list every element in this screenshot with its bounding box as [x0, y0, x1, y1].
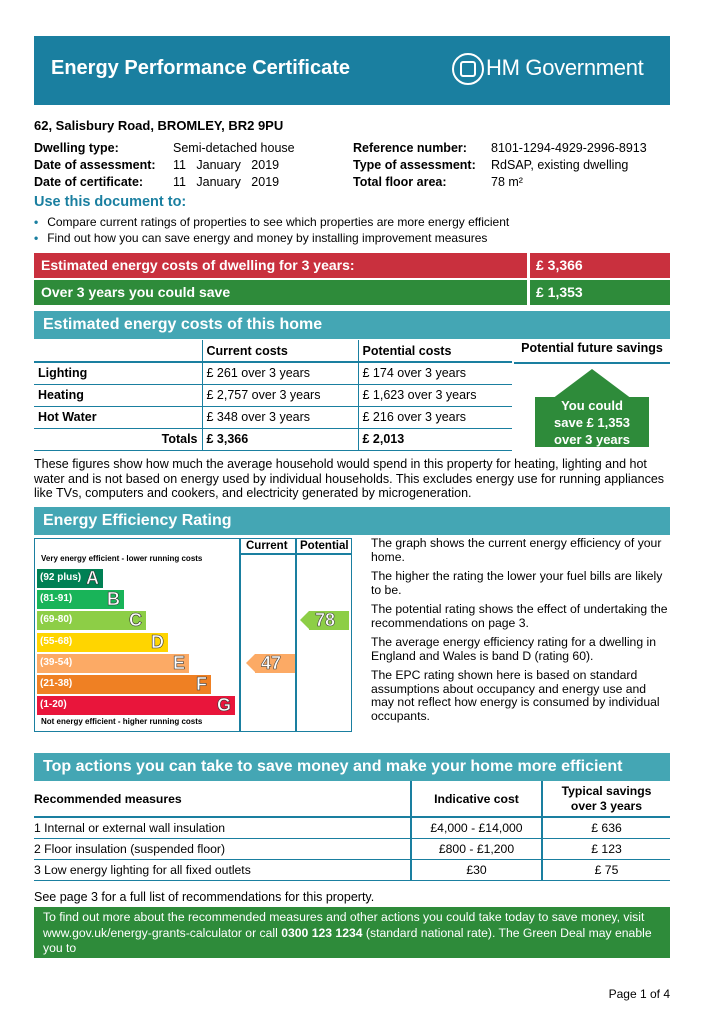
floor-area-label: Total floor area:: [353, 175, 447, 189]
crest-icon: [452, 53, 484, 85]
government-logo-text: HM Government: [486, 55, 644, 80]
table-row: [34, 859, 670, 880]
rating-note: The average energy efficiency rating for a dwelling in England and Wales is band D (rating 60).: [371, 635, 656, 663]
band-range: (1-20): [40, 699, 67, 711]
band-range: (55-68): [40, 635, 73, 647]
savings-header-text: Typical savings over 3 years: [561, 783, 652, 813]
savings-line: save £ 1,353: [554, 415, 630, 430]
table-row: [34, 817, 670, 838]
band-letter: F: [196, 674, 207, 694]
dwelling-type-label: Dwelling type:: [34, 141, 119, 155]
band-range: (21-38): [40, 678, 73, 689]
band-range: (92 plus): [40, 572, 82, 583]
certificate-date-label: Date of certificate:: [34, 175, 144, 189]
savings-line: over 3 years: [554, 432, 630, 447]
table-header-cell: Potential costs: [358, 340, 512, 362]
band-letter: G: [216, 695, 231, 716]
current-rating-marker: [255, 654, 295, 673]
current-cost: £ 261 over 3 years: [202, 362, 358, 384]
measure-name: 2 Floor insulation (suspended floor): [34, 838, 411, 859]
rating-band-g: [37, 696, 235, 715]
assessment-type-label: Type of assessment:: [353, 158, 476, 172]
chart-top-note: Very energy efficient - lower running costs: [41, 554, 203, 563]
summary-cost-label: Estimated energy costs of dwelling for 3 years:: [34, 253, 527, 278]
measure-cost: £800 - £1,200: [411, 838, 542, 859]
potential-cost: £ 216 over 3 years: [358, 406, 512, 428]
measure-saving: £ 123: [542, 838, 670, 859]
assessment-date-value: 11 January 2019: [173, 158, 280, 172]
table-header-cell: Current costs: [202, 340, 358, 362]
current-cost: £ 2,757 over 3 years: [202, 384, 358, 406]
totals-row: [34, 428, 512, 450]
page-title: Energy Performance Certificate: [51, 57, 351, 79]
bullet-item: • Compare current ratings of properties to see which properties are more energy efficient: [34, 215, 510, 229]
table-header-cell: [542, 781, 670, 817]
page-number: Page 1 of 4: [608, 987, 670, 1001]
band-letter: E: [172, 652, 185, 673]
marker-tip: [300, 611, 309, 629]
table-row: [34, 838, 670, 859]
cost-name: Hot Water: [34, 406, 202, 428]
divider: [295, 538, 297, 732]
measure-name: 1 Internal or external wall insulation: [34, 817, 411, 838]
potential-rating-marker: [309, 611, 349, 630]
table-header-cell: [34, 340, 202, 362]
rating-note: The higher the rating the lower your fuel bills are likely to be.: [371, 569, 663, 597]
costs-section-heading: Estimated energy costs of this home: [34, 311, 670, 339]
actions-table: [34, 781, 670, 881]
assessment-type-value: RdSAP, existing dwelling: [491, 158, 629, 172]
summary-cost-row: [34, 253, 670, 278]
band-range: (81-91): [40, 593, 73, 605]
explanation-text: These figures show how much the average household would spend in this property for heating, lighting and hot water and is not based on energy used by individual households. This excludes energy use for running appliances like TVs, computers and cookers, and electricity generated by microgeneration.: [34, 457, 665, 500]
use-document-heading: Use this document to:: [34, 194, 187, 210]
potential-column-header: Potential: [300, 540, 349, 552]
table-header-row: [34, 340, 512, 362]
summary-saving-value: £ 1,353: [530, 280, 670, 305]
potential-cost: £ 174 over 3 years: [358, 362, 512, 384]
current-rating-value: 47: [261, 652, 282, 673]
grants-link[interactable]: www.gov.uk/energy-grants-calculator or call: [43, 925, 282, 940]
potential-cost: £ 1,623 over 3 years: [358, 384, 512, 406]
property-address: 62, Salisbury Road, BROMLEY, BR2 9PU: [34, 118, 284, 133]
table-row: [34, 362, 512, 384]
rating-note: The graph shows the current energy efficiency of your home.: [371, 536, 662, 564]
info-line: make your home warmer and cheaper to run.: [43, 956, 287, 971]
reference-value: 8101-1294-4929-2996-8913: [491, 141, 647, 155]
rating-band-f: [37, 675, 211, 694]
info-line: [43, 926, 670, 957]
costs-table: [34, 340, 512, 451]
cost-name: Lighting: [34, 362, 202, 384]
rating-section-heading: Energy Efficiency Rating: [34, 507, 670, 535]
band-range: (69-80): [40, 614, 73, 626]
summary-saving-label: Over 3 years you could save: [34, 280, 527, 305]
current-cost: £ 348 over 3 years: [202, 406, 358, 428]
table-header-cell: Indicative cost: [411, 781, 542, 817]
rating-note: The EPC rating shown here is based on standard assumptions about occupancy and energy use and may not reflect how energy is consumed by individual occupants.: [371, 668, 660, 723]
summary-cost-value: £ 3,366: [530, 253, 670, 278]
bullet-item: • Find out how you can save energy and money by installing improvement measures: [34, 231, 488, 245]
assessment-date-label: Date of assessment:: [34, 158, 156, 172]
divider: [239, 538, 241, 732]
header-banner: [34, 36, 670, 105]
table-row: [34, 406, 512, 428]
totals-current: £ 3,366: [202, 428, 358, 450]
arrow-up-icon: [552, 369, 632, 399]
actions-section-heading: Top actions you can take to save money and make your home more efficient: [34, 753, 670, 781]
band-letter: A: [86, 568, 99, 588]
rating-band-c: [37, 611, 146, 630]
phone-number[interactable]: 0300 123 1234: [281, 925, 363, 940]
measure-cost: £4,000 - £14,000: [411, 817, 542, 838]
info-text: (standard national rate). The Green Deal may enable you to: [43, 925, 652, 955]
savings-line: You could: [561, 398, 623, 413]
marker-tip: [246, 654, 255, 672]
divider: [514, 362, 670, 364]
cost-name: Heating: [34, 384, 202, 406]
summary-saving-row: [34, 280, 670, 305]
measure-saving: £ 636: [542, 817, 670, 838]
dwelling-type-value: Semi-detached house: [173, 141, 295, 155]
band-letter: D: [151, 631, 164, 652]
more-info-box: [34, 907, 670, 971]
measure-cost: £30: [411, 859, 542, 880]
band-letter: B: [107, 589, 120, 610]
bullet-icon: •: [34, 231, 39, 245]
savings-header: Potential future savings: [521, 341, 663, 355]
potential-rating-value: 78: [315, 610, 336, 631]
measure-name: 3 Low energy lighting for all fixed outlets: [34, 859, 411, 880]
reference-label: Reference number:: [353, 141, 467, 155]
table-header-cell: Recommended measures: [34, 781, 411, 817]
bullet-icon: •: [34, 215, 39, 229]
savings-arrow: [535, 397, 649, 447]
band-range: (39-54): [40, 656, 73, 668]
divider: [239, 553, 352, 555]
rating-band-d: [37, 633, 168, 652]
rating-band-a: [37, 569, 103, 588]
totals-potential: £ 2,013: [358, 428, 512, 450]
see-page-note: See page 3 for a full list of recommendations for this property.: [34, 890, 375, 904]
measure-saving: £ 75: [542, 859, 670, 880]
band-letter: C: [129, 610, 142, 631]
certificate-date-value: 11 January 2019: [173, 175, 280, 189]
rating-band-b: [37, 590, 124, 609]
rating-band-e: [37, 654, 189, 673]
info-line: To find out more about the recommended measures and other actions you could take today to save money, visit: [43, 910, 645, 924]
rating-note: The potential rating shows the effect of undertaking the recommendations on page 3.: [371, 602, 668, 630]
table-row: [34, 384, 512, 406]
chart-bottom-note: Not energy efficient - higher running costs: [41, 717, 203, 726]
current-column-header: Current: [246, 540, 288, 552]
table-header-row: [34, 781, 670, 817]
totals-label: Totals: [34, 428, 202, 450]
floor-area-value: 78 m²: [491, 175, 523, 189]
